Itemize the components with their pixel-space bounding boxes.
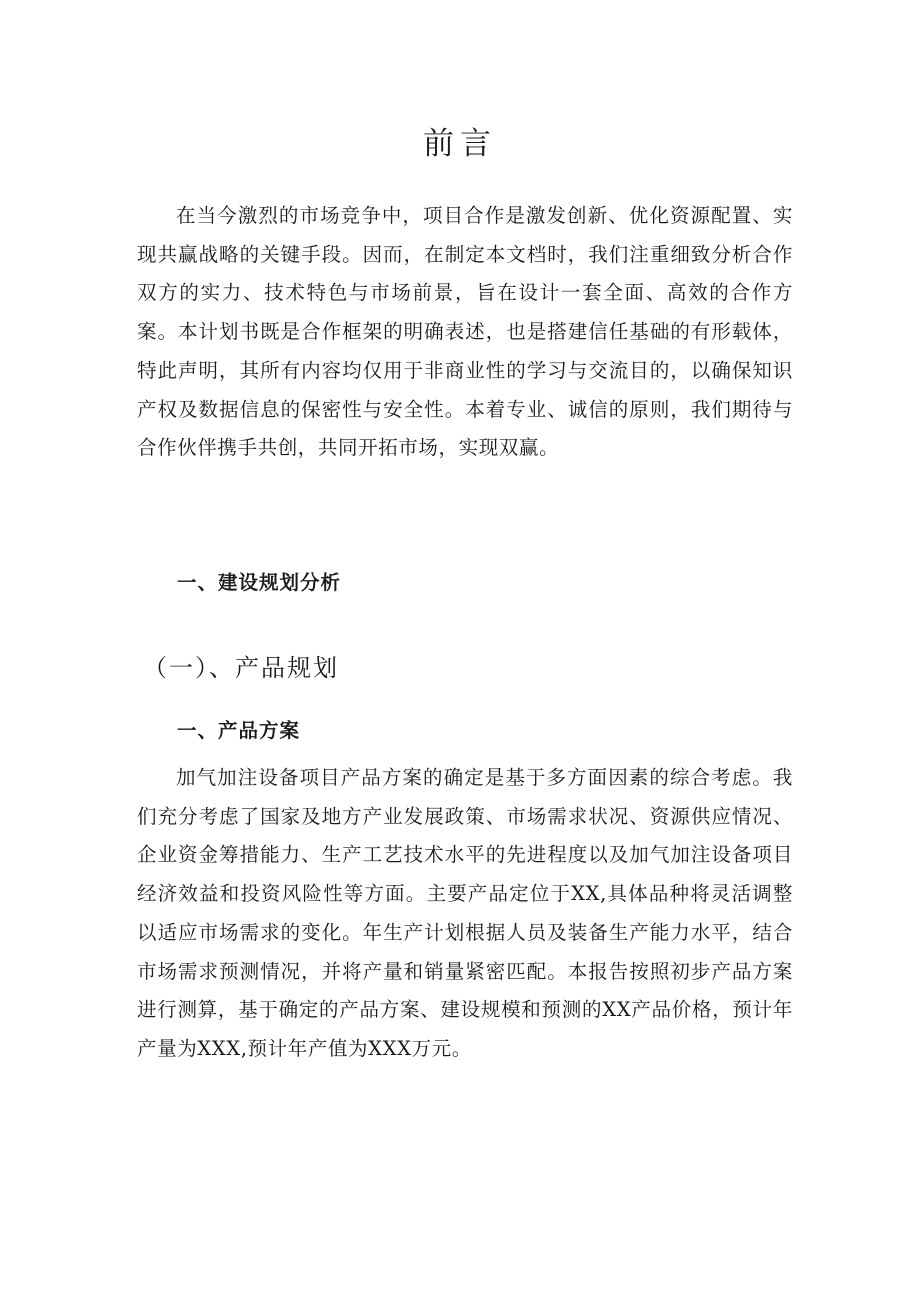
item-heading: 一、产品方案 — [177, 719, 301, 742]
subsection-heading: （一）、产品规划 — [143, 654, 339, 682]
intro-paragraph: 在当今激烈的市场竞争中，项目合作是激发创新、优化资源配置、实现共赢战略的关键手段。因而，在制定本文档时，我们注重细致分析合作双方的实力、技术特色与市场前景，旨在设计一套全面、高效的合作方案。本计划书既是合作框架的明确表述，也是搭建信任基础的有形载体，特此声明，其所有内容均仅用于非商业性的学习与交流目的，以确保知识产权及数据信息的保密性与安全性。本着专业、诚信的原则，我们期待与合作伙伴携手共创，共同开拓市场，实现双赢。 — [137, 204, 793, 460]
product-plan-paragraph: 加气加注设备项目产品方案的确定是基于多方面因素的综合考虑。我们充分考虑了国家及地方产业发展政策、市场需求状况、资源供应情况、企业资金筹措能力、生产工艺技术水平的先进程度以及加气加注设备项目经济效益和投资风险性等方面。主要产品定位于XX,具体品种将灵活调整以适应市场需求的变化。年生产计划根据人员及装备生产能力水平，结合市场需求预测情况，并将产量和销量紧密匹配。本报告按照初步产品方案进行测算，基于确定的产品方案、建设规模和预测的XX产品价格，预计年产量为XXX,预计年产值为XXX万元。 — [137, 766, 793, 1060]
section-heading: 一、建设规划分析 — [177, 571, 342, 594]
document-title: 前言 — [423, 126, 497, 162]
